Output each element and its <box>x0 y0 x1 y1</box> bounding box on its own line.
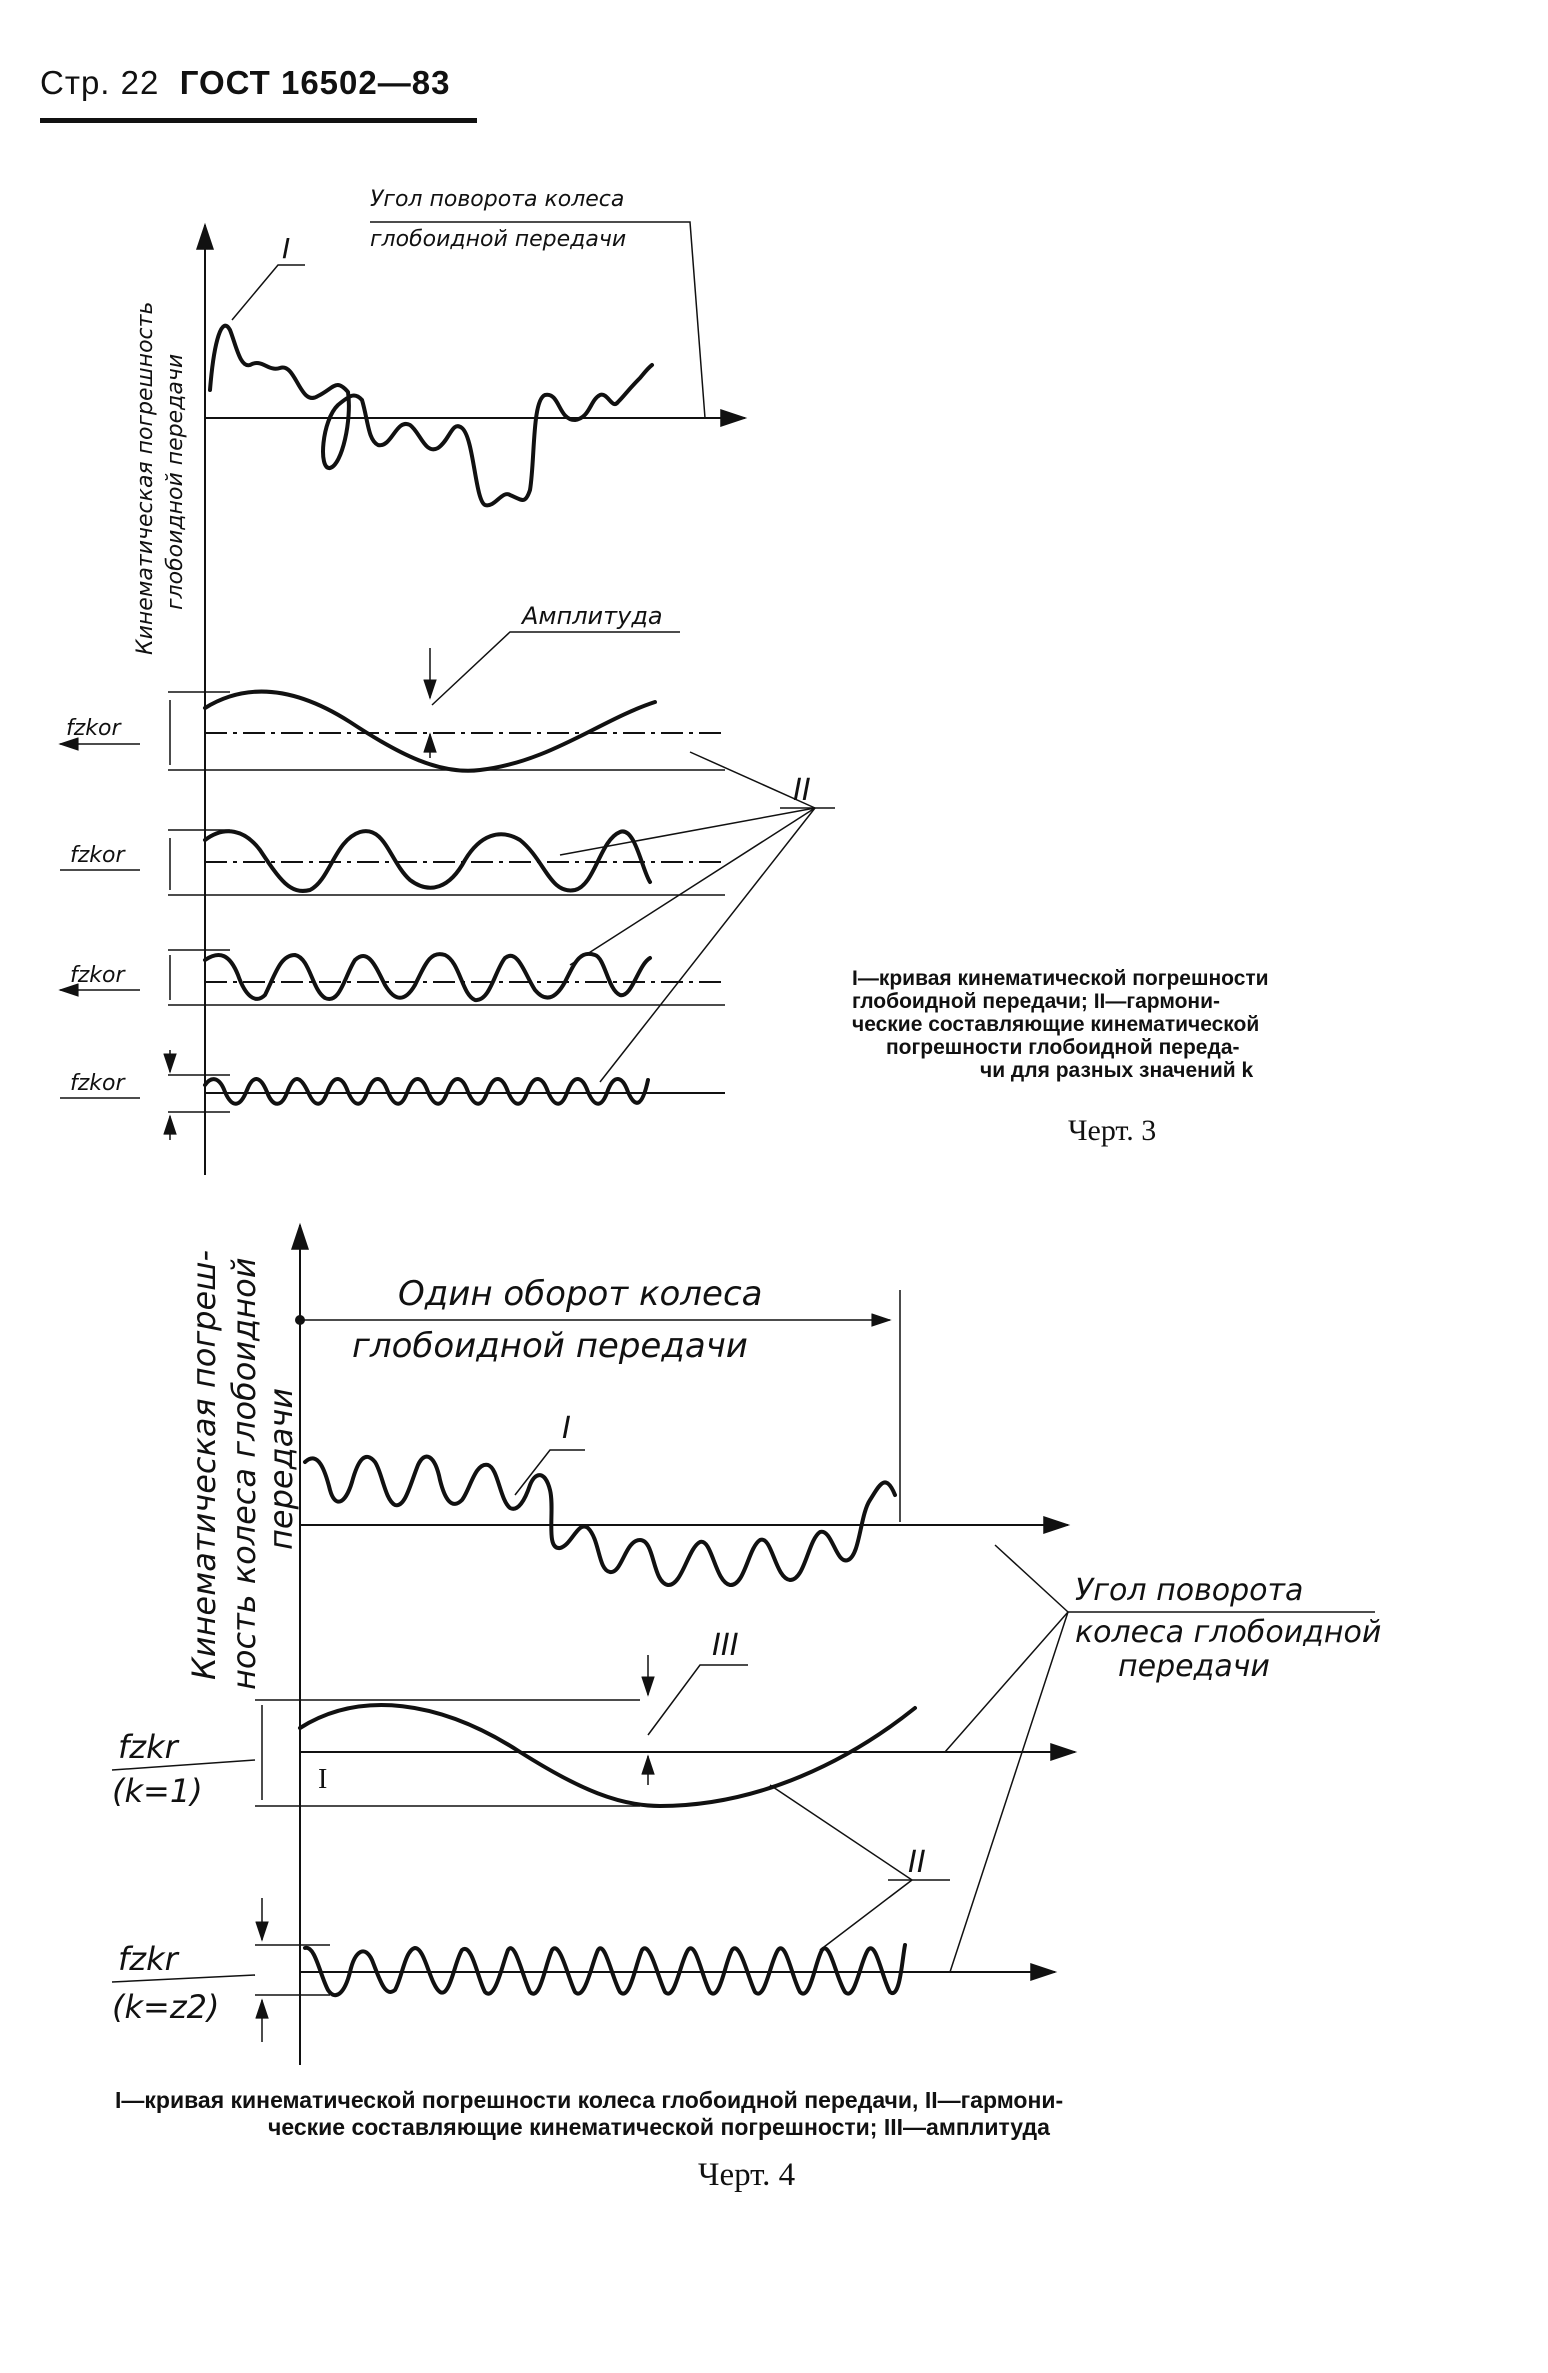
fig4-tick: I <box>318 1764 328 1795</box>
fig4-y-label-2: ность колеса глобоидной <box>225 1257 263 1690</box>
fig3-fz-4: fzkor <box>70 1071 125 1096</box>
fig4-y-label-3: передачи <box>262 1387 300 1550</box>
fig4-fz2: fzkr <box>118 1940 178 1978</box>
fig3-caption-2: глобоидной передачи; II—гармони- <box>852 990 1221 1013</box>
fig3-fz-1: fzkor <box>66 716 121 741</box>
fig3-II-leader-1 <box>560 808 815 855</box>
fig3-fz-2: fzkor <box>70 843 125 868</box>
fig4-II-leader-1 <box>770 1785 912 1880</box>
fig4-II-leader-2 <box>820 1880 912 1950</box>
fig3-fz-3: fzkor <box>70 963 125 988</box>
figure-4 <box>112 1225 1381 2193</box>
figure-3 <box>60 187 1269 1175</box>
fig3-label-II: II <box>793 773 811 808</box>
fig4-curve-I <box>305 1457 895 1585</box>
fig3-amplitude-label: Амплитуда <box>522 602 663 630</box>
fig4-s2-wave <box>305 1945 905 1995</box>
fig3-II-leader-2 <box>570 808 815 965</box>
fig3-caption-1: I—кривая кинематической погрешности <box>852 967 1269 990</box>
fig4-turn-label-1: Один оборот колеса <box>398 1274 763 1314</box>
fig3-x-label-1: Угол поворота колеса <box>370 187 625 212</box>
fig4-turn-label-2: глобоидной передачи <box>352 1326 748 1366</box>
fig3-y-label-1: Кинематическая погрешность <box>133 301 158 655</box>
fig4-label-I: I <box>562 1411 571 1446</box>
fig4-label-III: III <box>712 1628 739 1663</box>
fig4-caption-1: I—кривая кинематической погрешности колеса глобоидной передачи, II—гармони- <box>115 2087 1064 2113</box>
fig3-s3-wave <box>205 954 650 1000</box>
fig4-angle-label-2: колеса глобоидной <box>1075 1615 1382 1650</box>
fig4-y-label-1: Кинематическая погреш- <box>185 1250 223 1680</box>
fig3-s1-wave <box>205 692 655 771</box>
fig4-angle-leader-3 <box>950 1612 1068 1972</box>
fig4-k1: (k=1) <box>112 1772 203 1810</box>
page-number: Стр. 22 <box>40 64 160 101</box>
fig4-caption-2: ческие составляющие кинематической погрешности; III—амплитуда <box>268 2114 1050 2140</box>
fig4-s1-wave <box>300 1705 915 1806</box>
fig3-II-leader-3 <box>600 808 815 1082</box>
fig3-y-label-2: глобоидной передачи <box>163 353 188 610</box>
fig3-caption-3: ческие составляющие кинематической <box>852 1013 1260 1036</box>
fig3-x-label-2: глобоидной передачи <box>370 227 627 252</box>
fig4-angle-leader-1 <box>995 1545 1068 1612</box>
fig4-angle-leader-2 <box>945 1612 1068 1752</box>
standard-number: ГОСТ 16502—83 <box>179 64 451 101</box>
fig4-title: Черт. 4 <box>698 2157 796 2193</box>
fig4-angle-label-3: передачи <box>1118 1649 1270 1684</box>
fig4-III-leader <box>648 1665 748 1735</box>
fig4-k2: (k=z2) <box>112 1988 220 2026</box>
fig4-fz1: fzkr <box>118 1728 178 1766</box>
fig4-angle-label-1: Угол поворота <box>1075 1573 1304 1608</box>
fig3-leader-I <box>232 265 305 320</box>
fig4-label-II: II <box>908 1845 926 1880</box>
fig3-caption-4: погрешности глобоидной переда- <box>886 1036 1240 1059</box>
fig3-curve-I <box>210 326 652 506</box>
fig3-s4-wave <box>205 1079 648 1104</box>
fig3-label-I: I <box>282 232 291 265</box>
fig3-title: Черт. 3 <box>1068 1114 1157 1147</box>
fig3-caption-5: чи для разных значений k <box>980 1059 1254 1082</box>
fig3-amplitude-leader <box>432 632 680 705</box>
